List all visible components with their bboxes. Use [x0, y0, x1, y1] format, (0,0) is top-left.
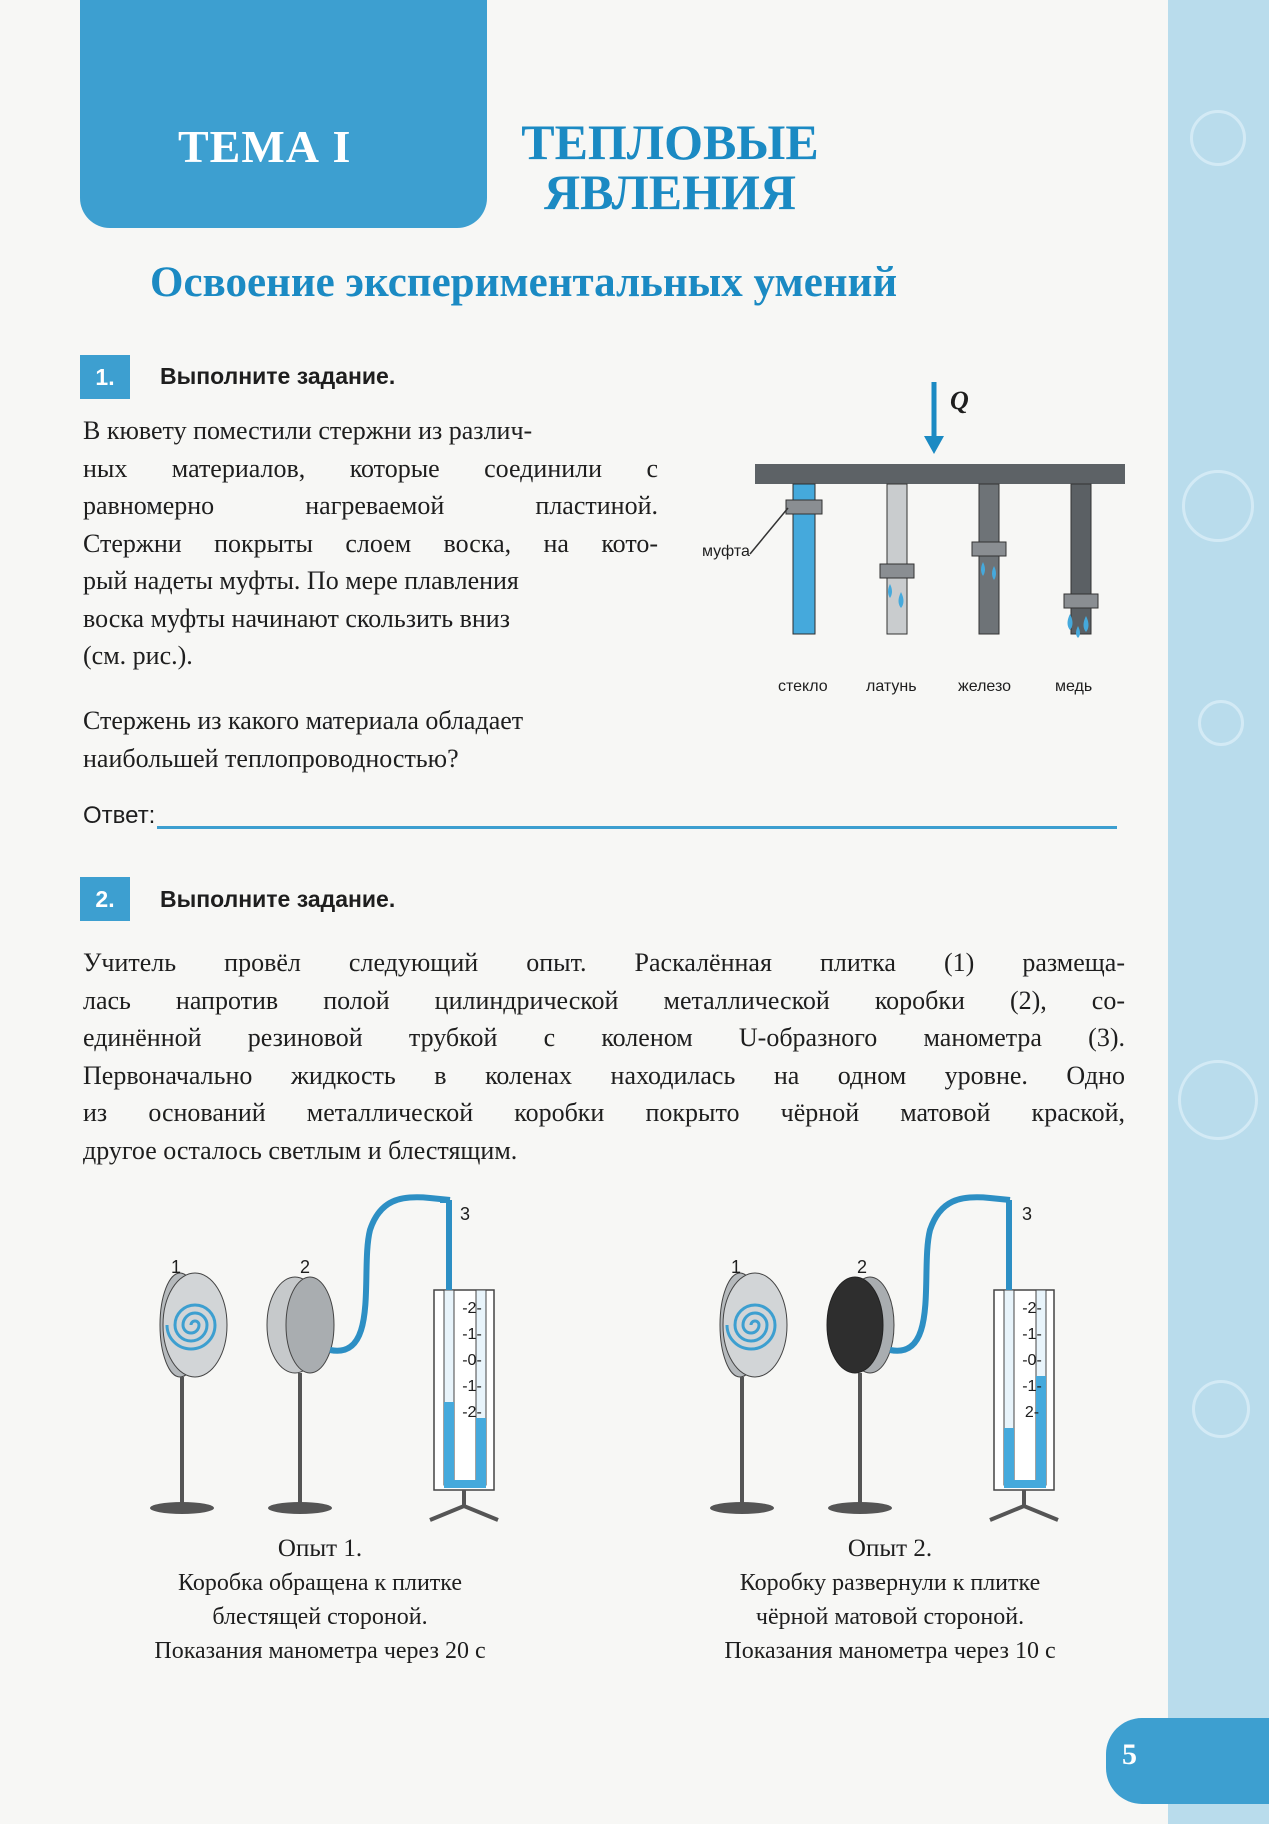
- exp2-title: Опыт 2.: [847, 1535, 933, 1562]
- text-line: из оснований металлической коробки покрыто чёрной матовой краской,: [83, 1098, 1125, 1127]
- task1-question: [83, 702, 683, 777]
- exp1-title: Опыт 1.: [277, 1535, 363, 1562]
- hotplate-base: [710, 1502, 774, 1514]
- hotplate-base: [150, 1502, 214, 1514]
- mufta-pointer: [750, 508, 788, 554]
- page-number: 5: [1122, 1738, 1137, 1771]
- liquid-right: [476, 1418, 486, 1485]
- mufta-copper: [1064, 594, 1098, 608]
- rod-copper: [1071, 484, 1091, 634]
- hotplate-face: [723, 1273, 787, 1377]
- experiment1-caption: [80, 1532, 560, 1668]
- mufta-label: муфта: [702, 543, 750, 560]
- decorative-side-strip: [1168, 0, 1269, 1824]
- text-line: единённой резиновой трубкой с коленом U-образного манометра (3).: [83, 1023, 1125, 1052]
- rod-label-brass: латунь: [866, 678, 917, 695]
- scale-mark: -1-: [462, 1378, 482, 1395]
- manometer-base: [430, 1506, 498, 1520]
- exp2-label-1: 1: [731, 1257, 742, 1277]
- rubber-tube: [330, 1197, 450, 1351]
- scale-mark: -0-: [462, 1352, 482, 1369]
- scale-mark: -2-: [462, 1404, 482, 1421]
- scale-mark: -1-: [462, 1326, 482, 1343]
- scale-mark: -0-: [1022, 1352, 1042, 1369]
- section-subtitle: Освоение экспериментальных умений: [150, 259, 898, 306]
- exp1-label-3: 3: [460, 1204, 471, 1224]
- exp2-caption-line: Коробку развернули к плитке: [739, 1570, 1041, 1596]
- chapter-title-line1: ТЕПЛОВЫЕ: [521, 114, 819, 170]
- box-base: [268, 1502, 332, 1514]
- liquid-bottom: [444, 1480, 486, 1488]
- task2-text: [83, 944, 1125, 1169]
- rods-figure: [700, 378, 1130, 708]
- text-line: Первоначально жидкость в коленах находилась на одном уровне. Одно: [83, 1060, 1125, 1090]
- exp1-label-2: 2: [300, 1257, 311, 1277]
- rubber-tube: [890, 1197, 1010, 1351]
- text-line: (см. рис.).: [83, 641, 193, 670]
- task-heading: Выполните задание.: [160, 363, 396, 389]
- exp2-caption-line: чёрной матовой стороной.: [755, 1604, 1025, 1630]
- q-label: Q: [950, 386, 969, 415]
- text-line: В кювету поместили стержни из различ-: [83, 416, 533, 445]
- scale-mark: 2-: [1024, 1404, 1040, 1421]
- question-line: наибольшей теплопроводностью?: [83, 743, 459, 773]
- exp1-caption-line: блестящей стороной.: [212, 1604, 428, 1630]
- exp2-label-3: 3: [1022, 1204, 1033, 1224]
- text-line: равномерно нагреваемой пластиной.: [83, 491, 658, 520]
- experiment2-caption: [650, 1532, 1130, 1668]
- exp1-label-1: 1: [171, 1257, 182, 1277]
- question-line: Стержень из какого материала обладает: [83, 706, 524, 735]
- heated-plate: [755, 464, 1125, 484]
- liquid-bottom: [1004, 1480, 1046, 1488]
- rod-label-iron: железо: [958, 678, 1012, 695]
- scale-mark: -1-: [1022, 1326, 1042, 1343]
- exp2-label-2: 2: [857, 1257, 868, 1277]
- scale-mark: -2-: [462, 1300, 482, 1317]
- chapter-title: [500, 114, 840, 220]
- answer-label: Ответ:: [83, 802, 156, 829]
- rod-label-copper: медь: [1055, 678, 1093, 695]
- exp1-scale: [452, 1296, 492, 1426]
- exp1-reading: Показания манометра через 20 с: [154, 1638, 486, 1664]
- hotplate-face: [163, 1273, 227, 1377]
- answer-line[interactable]: [157, 826, 1117, 829]
- mufta-brass: [880, 564, 914, 578]
- rod-iron: [979, 484, 999, 634]
- exp1-caption-line: Коробка обращена к плитке: [178, 1570, 462, 1596]
- rod-label-glass: стекло: [778, 678, 828, 695]
- exp2-scale: [1012, 1296, 1052, 1426]
- text-line: рый надеты муфты. По мере плавления: [83, 566, 519, 595]
- liquid-left: [1004, 1428, 1014, 1485]
- text-line: воска муфты начинают скользить вниз: [83, 603, 510, 633]
- text-line: лась напротив полой цилиндрической металлической коробки (2), со-: [83, 985, 1125, 1015]
- scale-mark: -1-: [1022, 1378, 1042, 1395]
- scale-mark: -2-: [1022, 1300, 1042, 1317]
- task1-text: [83, 412, 658, 675]
- heat-arrow-head: [924, 436, 944, 454]
- mufta-glass: [786, 500, 822, 514]
- manometer-base: [990, 1506, 1058, 1520]
- task-number: 2.: [80, 877, 130, 921]
- text-line: ных материалов, которые соединили с: [83, 453, 658, 483]
- task-heading: Выполните задание.: [160, 886, 396, 912]
- text-line: Стержни покрыты слоем воска, на кото-: [83, 528, 658, 558]
- text-line: Учитель провёл следующий опыт. Раскалённая плитка (1) размеща-: [83, 948, 1125, 977]
- text-line: другое осталось светлым и блестящим.: [83, 1135, 518, 1165]
- exp2-reading: Показания манометра через 10 с: [724, 1638, 1056, 1664]
- mufta-iron: [972, 542, 1006, 556]
- metal-box-back: [286, 1277, 334, 1373]
- metal-box-black: [827, 1277, 883, 1373]
- tema-tab: [80, 0, 487, 228]
- chapter-title-line2: ЯВЛЕНИЯ: [543, 164, 797, 220]
- box-base: [828, 1502, 892, 1514]
- tema-label: ТЕМА I: [178, 121, 352, 172]
- task-number: 1.: [80, 355, 130, 399]
